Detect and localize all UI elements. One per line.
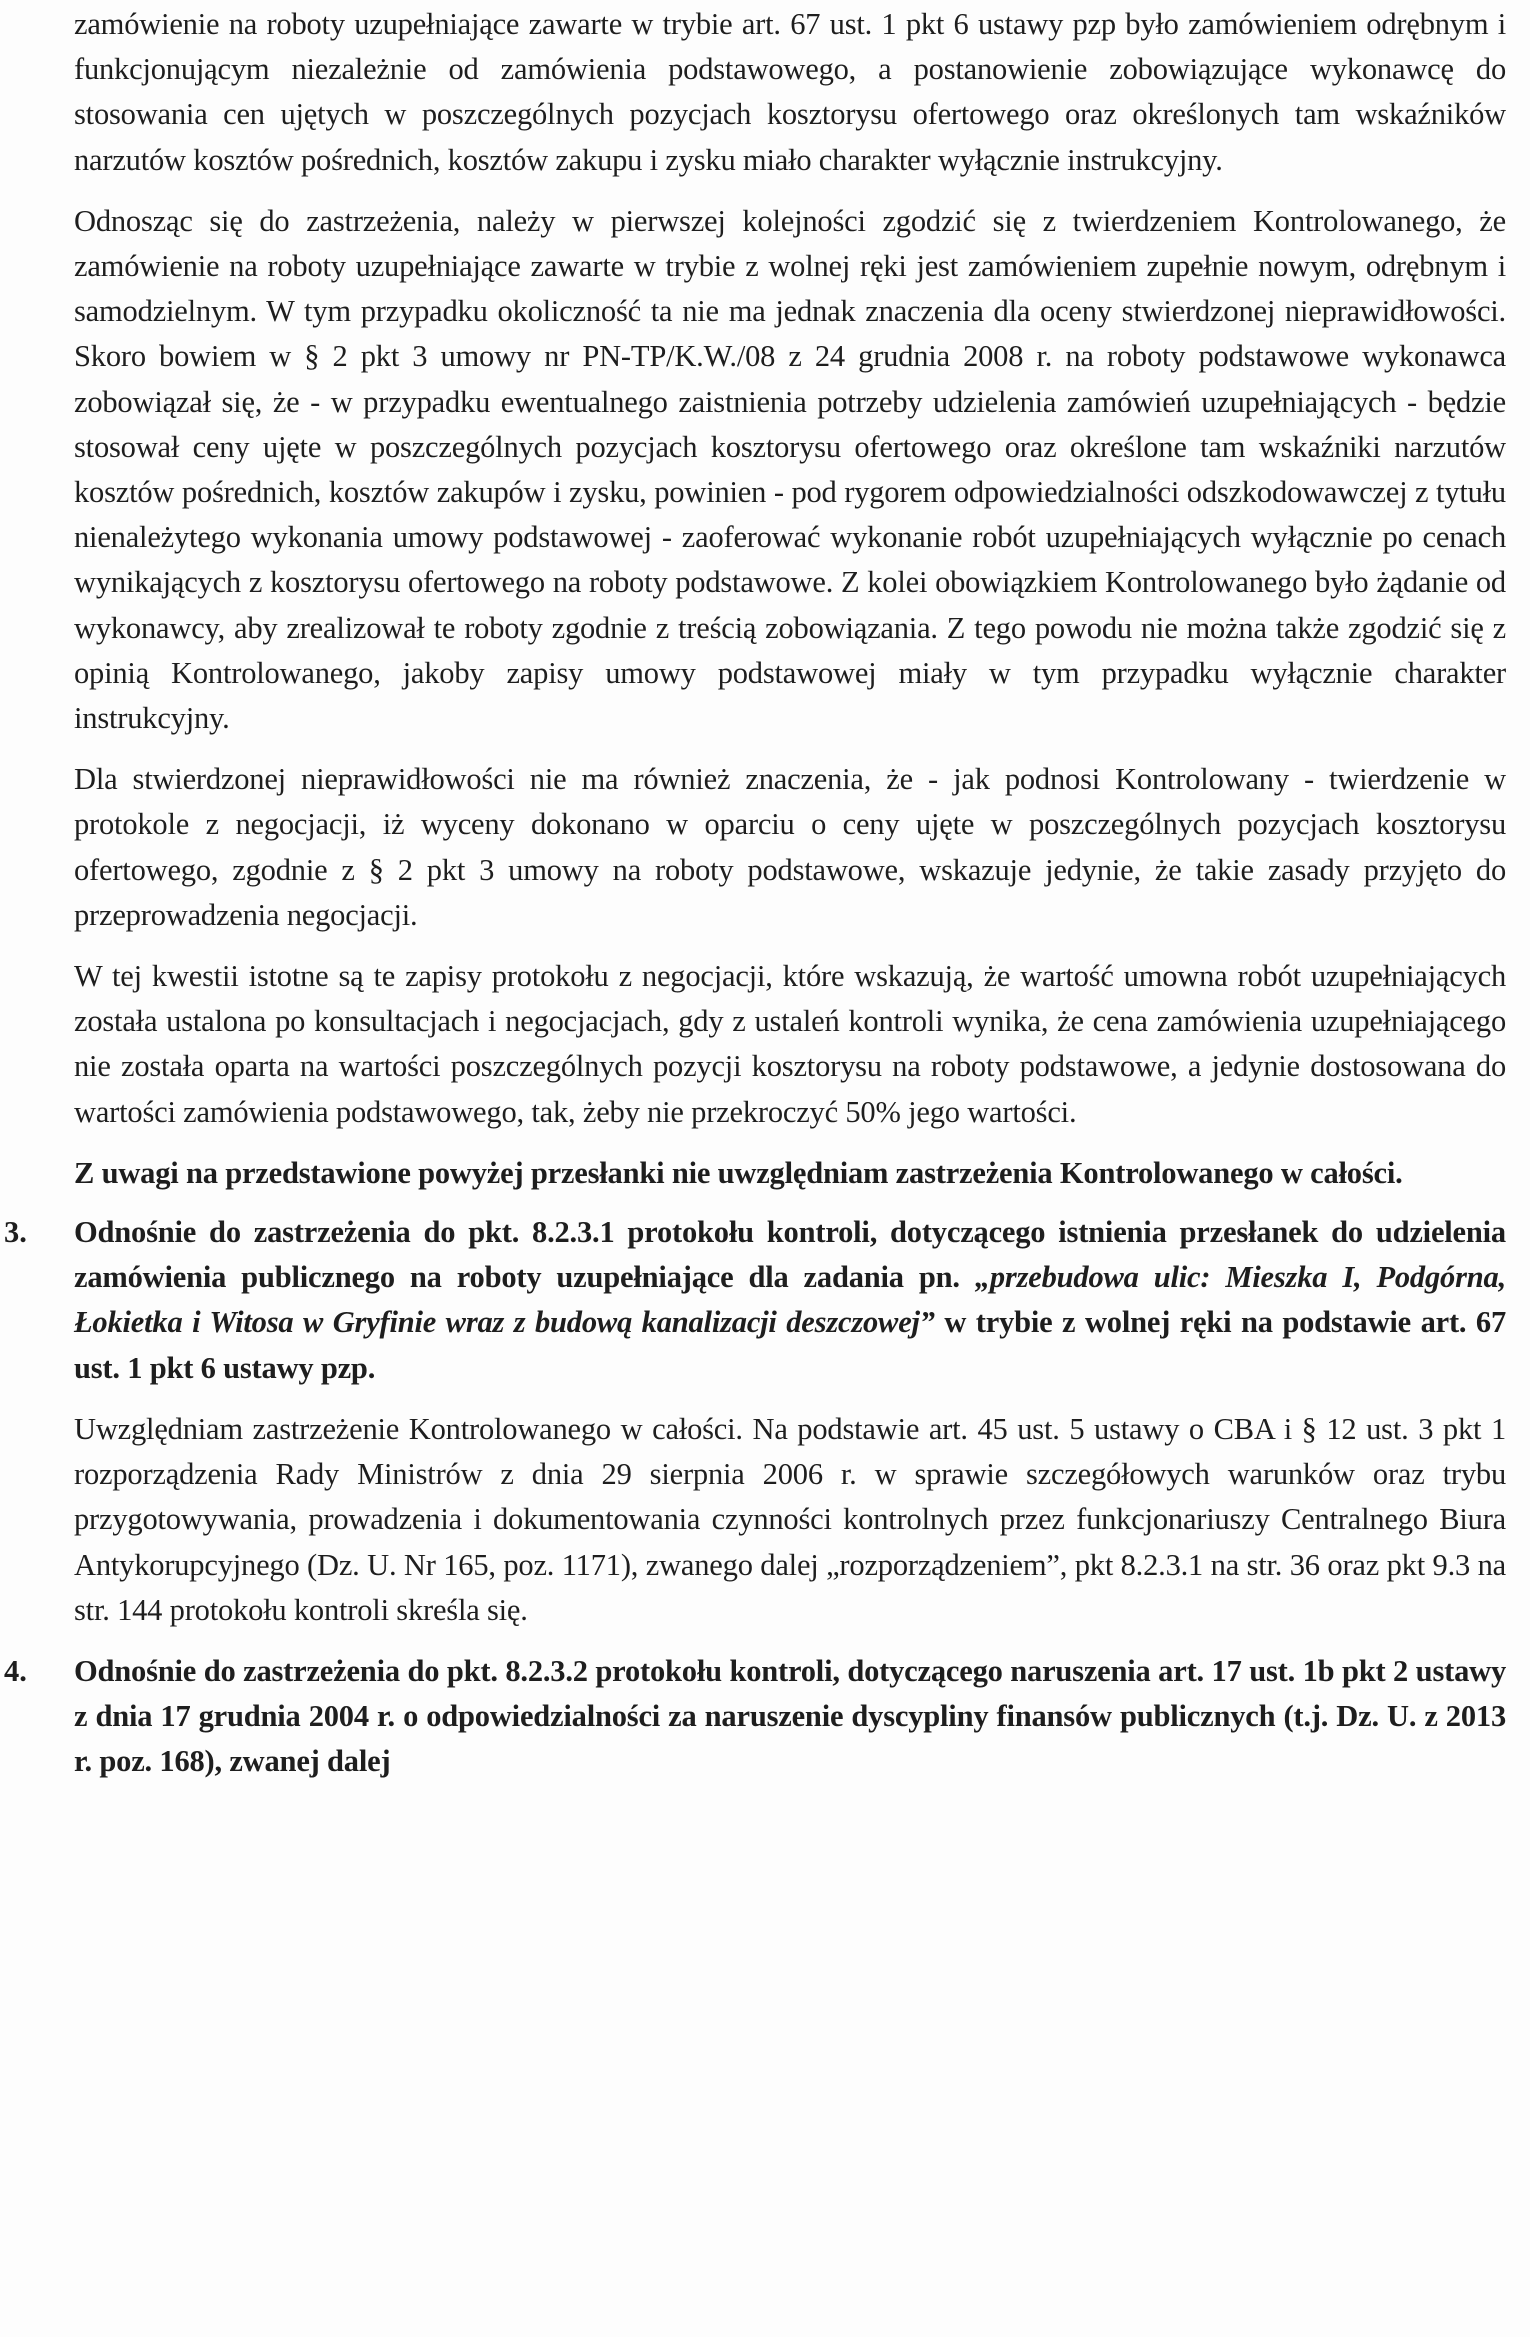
numbered-item-3 [4, 1210, 1506, 1391]
paragraph-contract-value: W tej kwestii istotne są te zapisy protokołu z negocjacji, które wskazują, że wartość umowna robót uzupełniających została ustalona po konsultacjach i negocjacjach, gdy z ustaleń kontroli wynika, że cena zamówienia uzupełniającego nie została oparta na wartości poszczególnych pozycji kosztorysu na roboty podstawowe, a jedynie dostosowana do wartości zamówienia podstawowego, tak, żeby nie przekroczyć 50% jego wartości. [74, 959, 1506, 1129]
item-heading: Odnośnie do zastrzeżenia do pkt. 8.2.3.2 protokołu kontroli, dotyczącego naruszenia art. 17 ust. 1b pkt 2 ustawy z dnia 17 grudnia 2004 r. o odpowiedzialności za naruszenie dyscypliny finansów publicznych (t.j. Dz. U. z 2013 r. poz. 168), zwanej dalej [74, 1653, 1506, 1779]
document-body [4, 0, 1506, 1801]
paragraph-negotiation-protocol: Dla stwierdzonej nieprawidłowości nie ma również znaczenia, że - jak podnosi Kontrolowany - twierdzenie w protokole z negocjacji, iż wyceny dokonano w oparciu o ceny ujęte w poszczególnych pozycjach kosztorysu ofertowego, zgodnie z § 2 pkt 3 umowy na roboty podstawowe, wskazuje jedynie, że takie zasady przyjęto do przeprowadzenia negocjacji. [74, 762, 1506, 932]
item-number: 4. [4, 1653, 27, 1688]
item-number: 3. [4, 1215, 27, 1250]
numbered-item-4 [4, 1649, 1506, 1785]
item-heading [74, 1210, 1506, 1391]
item-heading-task-title: „przebudowa ulic: Mieszka I, Podgórna, Łokietka i Witosa w Gryfinie wraz z budową kanalizacji deszczowej” [74, 1260, 1506, 1340]
paragraph-continued: zamówienie na roboty uzupełniające zawarte w trybie art. 67 ust. 1 pkt 6 ustawy pzp było zamówieniem odrębnym i funkcjonującym niezależnie od zamówienia podstawowego, a postanowienie zobowiązujące wykonawcę do stosowania cen ujętych w poszczególnych pozycjach kosztorysu ofertowego oraz określonych tam wskaźników narzutów kosztów pośrednich, kosztów zakupu i zysku miało charakter wyłącznie instrukcyjny. [74, 7, 1506, 177]
paragraph-response-analysis: Odnosząc się do zastrzeżenia, należy w pierwszej kolejności zgodzić się z twierdzeniem Kontrolowanego, że zamówienie na roboty uzupełniające zawarte w trybie z wolnej ręki jest zamówieniem zupełnie nowym, odrębnym i samodzielnym. W tym przypadku okoliczność ta nie ma jednak znaczenia dla oceny stwierdzonej nieprawidłowości. Skoro bowiem w § 2 pkt 3 umowy nr PN-TP/K.W./08 z 24 grudnia 2008 r. na roboty podstawowe wykonawca zobowiązał się, że - w przypadku ewentualnego zaistnienia potrzeby udzielenia zamówień uzupełniających - będzie stosował ceny ujęte w poszczególnych pozycjach kosztorysu ofertowego oraz określone tam wskaźniki narzutów kosztów pośrednich, kosztów zakupów i zysku, powinien - pod rygorem odpowiedzialności odszkodowawczej z tytułu nienależytego wykonania umowy podstawowej - zaoferować wykonanie robót uzupełniających wyłącznie po cenach wynikających z kosztorysu ofertowego na roboty podstawowe. Z kolei obowiązkiem Kontrolowanego było żądanie od wykonawcy, aby zrealizował te roboty zgodnie z treścią zobowiązania. Z tego powodu nie można także zgodzić się z opinią Kontrolowanego, jakoby zapisy umowy podstawowej miały w tym przypadku wyłącznie charakter instrukcyjny. [74, 203, 1506, 736]
conclusion-statement: Z uwagi na przedstawione powyżej przesłanki nie uwzględniam zastrzeżenia Kontrolowanego w całości. [74, 1155, 1403, 1190]
item-3-body: Uwzględniam zastrzeżenie Kontrolowanego w całości. Na podstawie art. 45 ust. 5 ustawy o CBA i § 12 ust. 3 pkt 1 rozporządzenia Rady Ministrów z dnia 29 sierpnia 2006 r. w sprawie szczegółowych warunków oraz trybu przygotowywania, prowadzenia i dokumentowania czynności kontrolnych przez funkcjonariuszy Centralnego Biura Antykorupcyjnego (Dz. U. Nr 165, poz. 1171), zwanego dalej „rozporządzeniem”, pkt 8.2.3.1 na str. 36 oraz pkt 9.3 na str. 144 protokołu kontroli skreśla się. [74, 1411, 1506, 1627]
item-heading-text-end: w trybie z wolnej ręki na podstawie art. 67 ust. 1 pkt 6 ustawy pzp. [74, 1305, 1506, 1385]
item-heading-text: Odnośnie do zastrzeżenia do pkt. 8.2.3.1 protokołu kontroli, dotyczącego istnienia przesłanek do udzielenia zamówienia publicznego na roboty uzupełniające dla zadania pn. [74, 1215, 1506, 1295]
